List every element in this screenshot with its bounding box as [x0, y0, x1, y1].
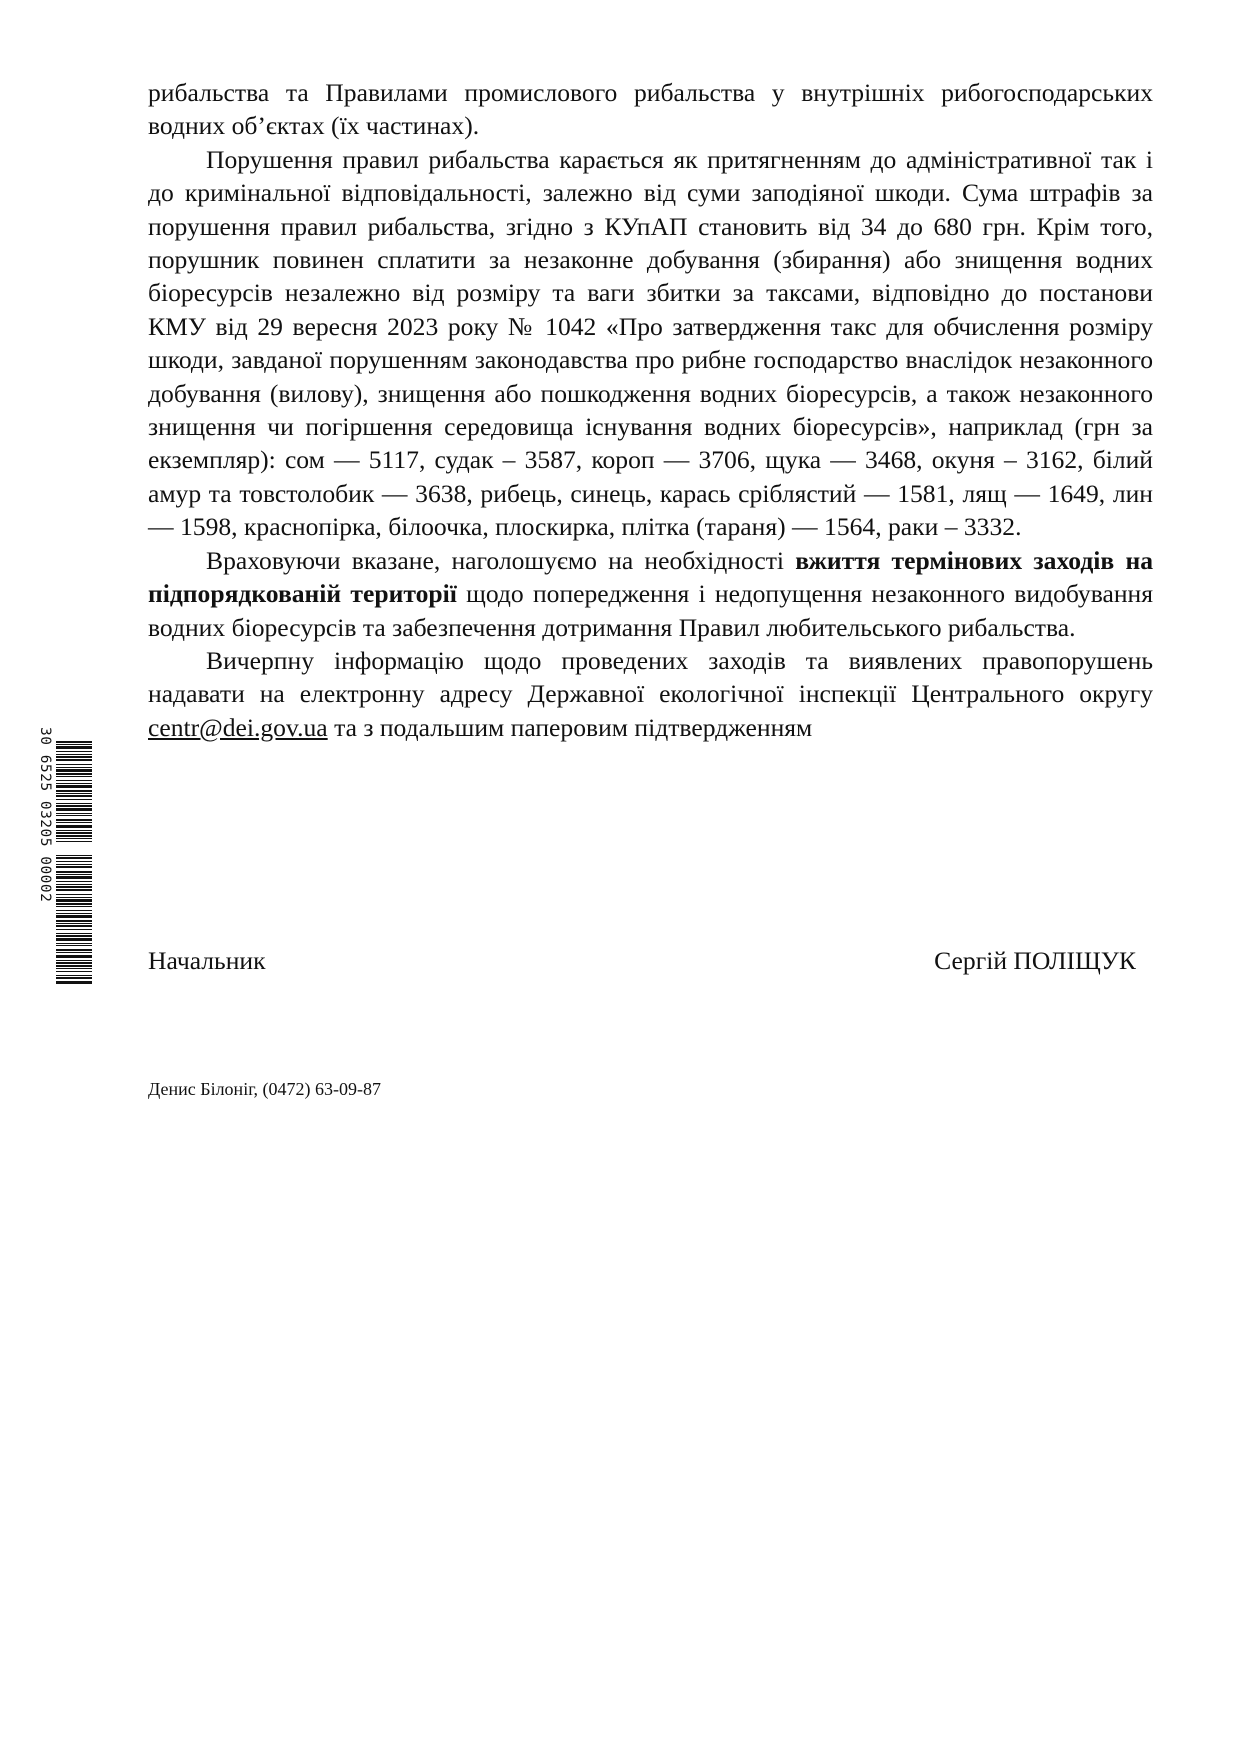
- paragraph-3: [148, 544, 1153, 644]
- executor-contact: Денис Білоніг, (0472) 63-09-87: [148, 1079, 382, 1099]
- barcode-digits: 30 6525 03205 00002: [37, 727, 53, 903]
- letter-body: [148, 76, 1153, 744]
- email-link[interactable]: centr@dei.gov.ua: [148, 712, 328, 742]
- paragraph-2: Порушення правил рибальства карається як притягненням до адміністративної так і до кримінальної відповідальності, залежно від суми заподіяної шкоди. Сума штрафів за порушення правил рибальства, згідно з КУпАП становить від 34 до 680 грн. Крім того, порушник повинен сплатити за незаконне добування (збирання) або знищення водних біоресурсів незалежно від розміру та ваги збитки за таксами, відповідно до постанови КМУ від 29 вересня 2023 року № 1042 «Про затвердження такс для обчислення розміру шкоди, завданої порушенням законодавства про рибне господарство внаслідок незаконного добування (вилову), знищення або пошкодження водних біоресурсів, а також незаконного знищення чи погіршення середовища існування водних біоресурсів», наприклад (грн за екземпляр): сом — 5117, судак – 3587, короп — 3706, щука — 3468, окуня – 3162, білий амур та товстолобик — 3638, рибець, синець, карась сріблястий — 1581, лящ — 1649, лин — 1598, краснопірка, білоочка, плоскирка, плітка (тараня) — 1564, раки – 3332.: [148, 144, 1153, 542]
- signatory-name: Сергій ПОЛІЩУК: [934, 946, 1136, 975]
- paragraph-1: рибальства та Правилами промислового рибальства у внутрішніх рибогосподарських водних об’єктах (їх частинах).: [148, 78, 1153, 141]
- signatory-position: Начальник: [148, 946, 266, 975]
- paragraph-3-text-end: щодо попередження і недопущення незаконного видобування водних біоресурсів та забезпечення дотримання Правил любительського рибальства.: [148, 579, 1153, 642]
- paragraph-3-bold-text: вжиття термінових заходів на підпорядкованій території: [148, 545, 1153, 609]
- paragraph-4-text-end: та з подальшим паперовим підтвердженням: [327, 712, 813, 742]
- paragraph-3-text-start: Враховуючи вказане, наголошуємо на необхідності: [206, 545, 796, 575]
- signature-block: [148, 944, 1148, 978]
- paragraph-4: [148, 644, 1153, 744]
- paragraph-4-text-start: Вичерпну інформацію щодо проведених заходів та виявлених правопорушень надавати на електронну адресу Державної екологічної інспекції Центрального округу: [148, 645, 1153, 709]
